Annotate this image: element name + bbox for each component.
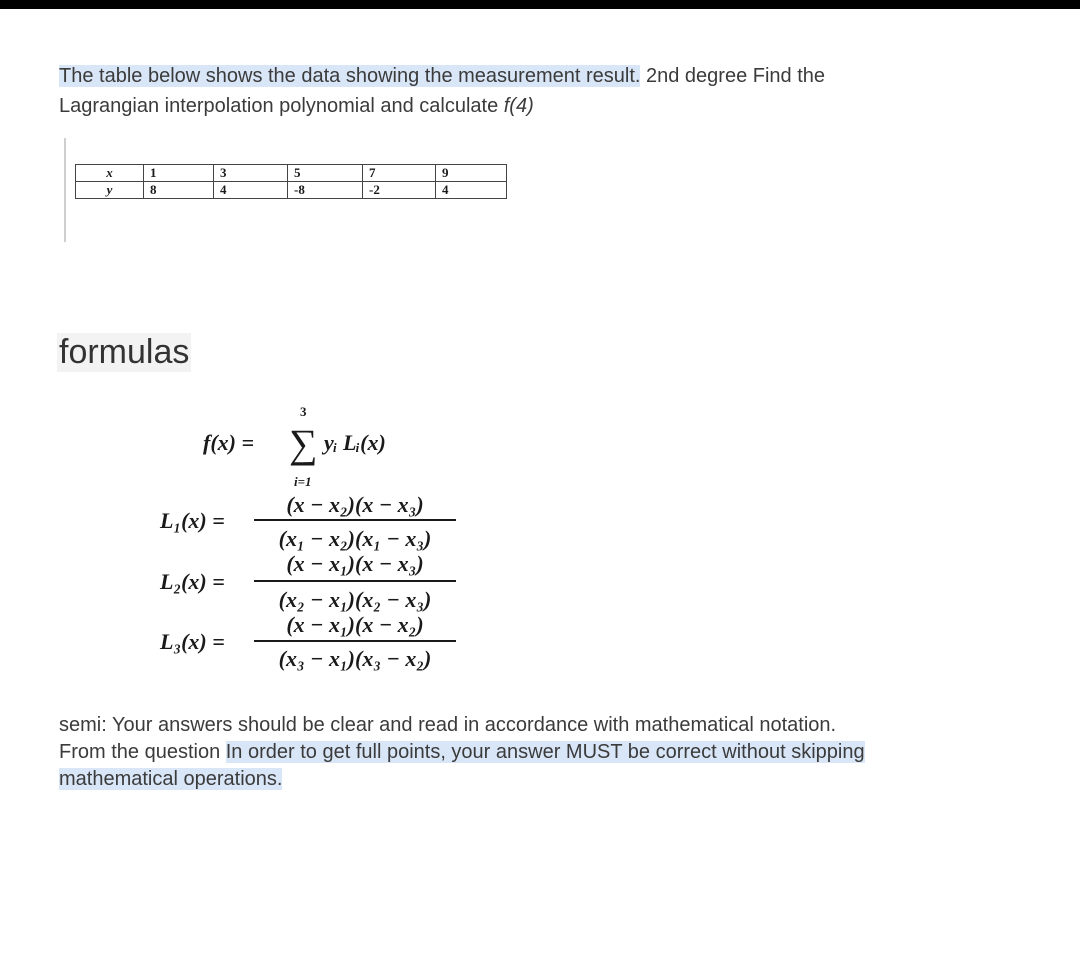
L2-denominator: (x₂ − x₁)(x₂ − x₃) (278, 587, 432, 612)
question-text (59, 61, 1019, 121)
L2-numerator: (x − x₁)(x − x₃) (286, 551, 424, 576)
L2-fraction-bar (254, 580, 456, 582)
L3-lhs: L₃(x) = (160, 629, 225, 654)
note-line2-highlight: In order to get full points, your answer MUST be correct without skipping (225, 741, 865, 763)
sum-upper-limit: 3 (300, 404, 307, 419)
x-value-3: 5 (288, 165, 363, 182)
data-table-container (64, 138, 524, 242)
fx-lhs: f(x) = (203, 430, 255, 455)
L1-fraction-bar (254, 519, 456, 521)
y-value-5: 4 (436, 182, 507, 199)
sum-body: yᵢ Lᵢ(x) (324, 430, 386, 455)
y-value-3: -8 (288, 182, 363, 199)
calc-target: f(4) (503, 95, 534, 117)
x-value-4: 7 (363, 165, 436, 182)
L3-fraction-bar (254, 640, 456, 642)
sum-lower-limit: i=1 (294, 474, 312, 489)
note-text (59, 712, 1049, 793)
L1-numerator: (x − x₂)(x − x₃) (286, 492, 424, 517)
y-value-1: 8 (144, 182, 214, 199)
L1-lhs: L₁(x) = (160, 508, 225, 533)
L3-numerator: (x − x₁)(x − x₂) (286, 612, 424, 637)
table-row-x (76, 165, 507, 182)
x-value-1: 1 (144, 165, 214, 182)
y-value-4: -2 (363, 182, 436, 199)
sigma-symbol: ∑ (289, 421, 318, 466)
question-line2: Lagrangian interpolation polynomial and calculate (59, 95, 504, 117)
table-row-y (76, 182, 507, 199)
y-label: y (76, 182, 144, 199)
table-margin-line (64, 138, 66, 242)
formulas-heading: formulas (59, 333, 190, 371)
L2-lhs: L₂(x) = (160, 569, 225, 594)
L1-denominator: (x₁ − x₂)(x₁ − x₃) (278, 526, 432, 551)
L3-denominator: (x₃ − x₁)(x₃ − x₂) (278, 646, 432, 671)
y-value-2: 4 (214, 182, 288, 199)
note-line3-highlight: mathematical operations. (59, 768, 283, 790)
question-rest: 2nd degree Find the (640, 65, 826, 87)
question-highlight: The table below shows the data showing the measurement result. (59, 65, 641, 87)
x-value-5: 9 (436, 165, 507, 182)
note-line1: semi: Your answers should be clear and read in accordance with mathematical notation. (59, 714, 837, 736)
top-bar (0, 0, 1080, 9)
x-value-2: 3 (214, 165, 288, 182)
data-table (75, 164, 507, 199)
x-label: x (76, 165, 144, 182)
note-line2-start: From the question (59, 741, 226, 763)
